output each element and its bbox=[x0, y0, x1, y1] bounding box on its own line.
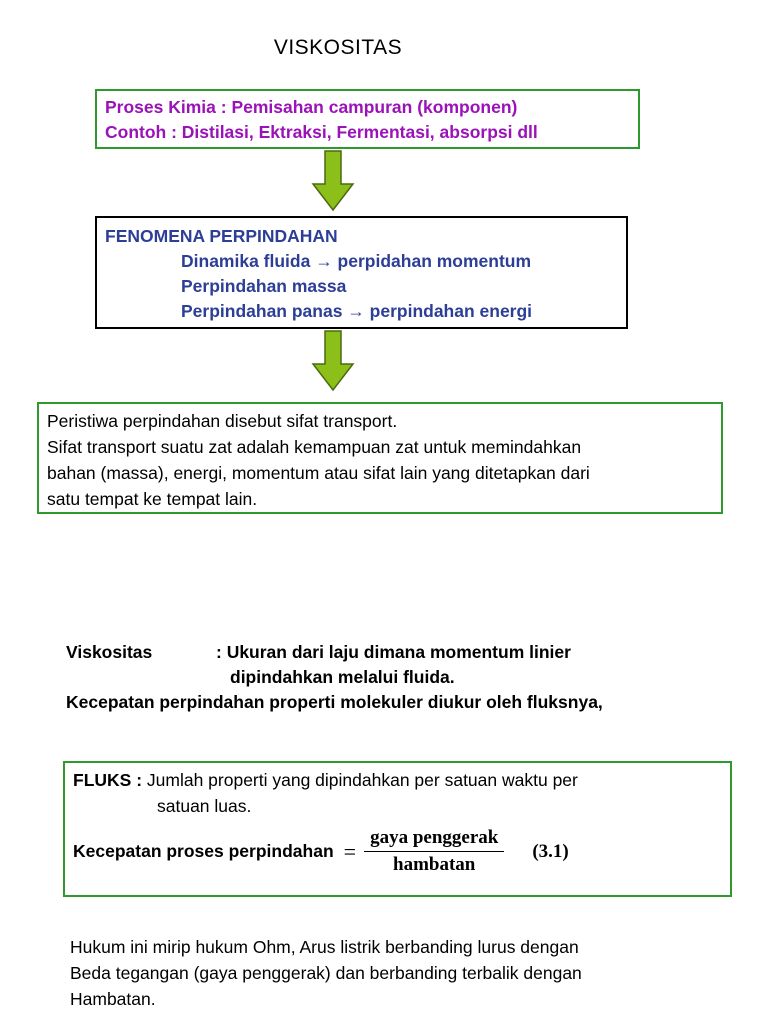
transport-definition-box bbox=[37, 402, 723, 514]
flux-statement: Kecepatan perpindahan properti molekuler diukur oleh fluksnya, bbox=[66, 692, 603, 712]
viscosity-definition bbox=[66, 640, 603, 715]
flux-definition: Jumlah properti yang dipindahkan per satuan waktu per bbox=[142, 770, 578, 790]
down-arrow-icon bbox=[311, 330, 355, 394]
definition-line: Peristiwa perpindahan disebut sifat transport. bbox=[47, 411, 398, 431]
process-line: Proses Kimia : Pemisahan campuran (komponen) bbox=[105, 97, 518, 117]
definition-line: Sifat transport suatu zat adalah kemampuan zat untuk memindahkan bbox=[47, 437, 582, 457]
phenomena-item: Dinamika fluida → perpidahan momentum bbox=[181, 251, 532, 271]
fraction-numerator: gaya penggerak bbox=[364, 827, 504, 852]
fraction-denominator: hambatan bbox=[393, 854, 476, 875]
transport-phenomena-box bbox=[95, 216, 628, 329]
phenomena-heading: FENOMENA PERPINDAHAN bbox=[105, 226, 338, 246]
viscosity-definition-text: : Ukuran dari laju dimana momentum linier bbox=[216, 642, 571, 662]
chemical-process-box bbox=[95, 89, 640, 149]
example-line: Contoh : Distilasi, Ektraksi, Fermentasi, absorpsi dll bbox=[105, 122, 538, 142]
ohm-analogy-note bbox=[70, 934, 582, 1012]
note-line: Beda tegangan (gaya penggerak) dan berbanding terbalik dengan bbox=[70, 963, 582, 983]
flux-definition-continued: satuan luas. bbox=[157, 796, 252, 816]
page-title: VISKOSITAS bbox=[273, 36, 403, 59]
note-line: Hukum ini mirip hukum Ohm, Arus listrik berbanding lurus dengan bbox=[70, 937, 579, 957]
flux-label: FLUKS : bbox=[73, 770, 143, 790]
definition-line: satu tempat ke tempat lain. bbox=[47, 489, 258, 509]
rate-formula bbox=[73, 827, 569, 876]
equals-sign: = bbox=[343, 838, 357, 864]
down-arrow-icon bbox=[311, 150, 355, 214]
equation-number: (3.1) bbox=[532, 840, 569, 862]
phenomena-item: Perpindahan massa bbox=[181, 276, 347, 296]
viscosity-term: Viskositas bbox=[66, 642, 153, 662]
note-line: Hambatan. bbox=[70, 989, 156, 1009]
viscosity-definition-continued: dipindahkan melalui fluida. bbox=[230, 667, 455, 687]
fraction bbox=[364, 827, 504, 876]
phenomena-item: Perpindahan panas → perpindahan energi bbox=[181, 301, 533, 321]
formula-label: Kecepatan proses perpindahan bbox=[73, 841, 334, 861]
definition-line: bahan (massa), energi, momentum atau sifat lain yang ditetapkan dari bbox=[47, 463, 590, 483]
flux-box bbox=[63, 761, 732, 897]
